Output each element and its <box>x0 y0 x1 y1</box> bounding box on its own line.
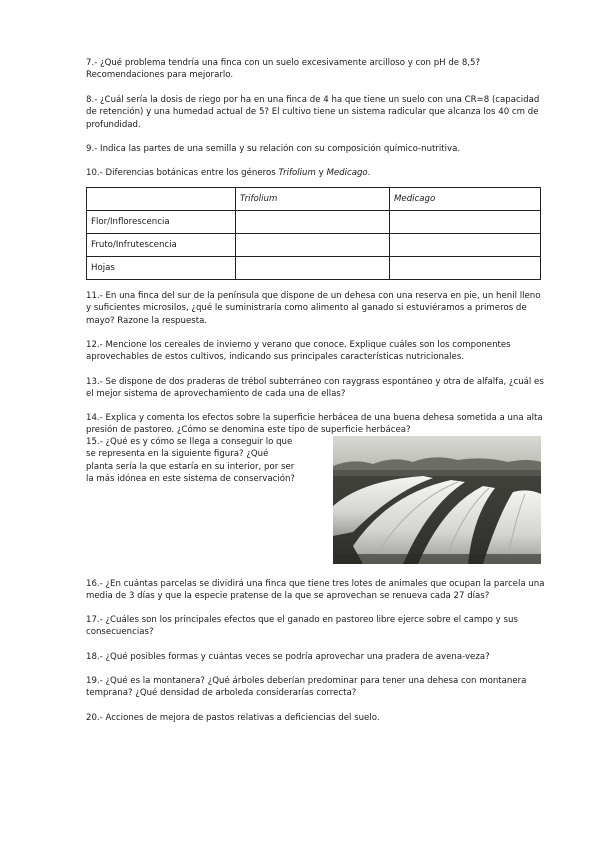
question-10-mid: y <box>315 168 327 178</box>
table-header-row <box>87 188 541 211</box>
question-18: 18.- ¿Qué posibles formas y cuántas veces se podría aprovechar una pradera de avena-veza? <box>86 652 490 662</box>
question-9: 9.- Indica las partes de una semilla y su relación con su composición químico-nutritiva. <box>86 144 461 154</box>
table-row <box>87 211 541 234</box>
table-row-label: Fruto/Infrutescencia <box>87 234 236 257</box>
question-7: 7.- ¿Qué problema tendría una finca con un suelo excesivamente arcilloso y con pH de 8,5? Recomendaciones para mejorarlo. <box>86 58 481 81</box>
table-row-label: Flor/Inflorescencia <box>87 211 236 234</box>
table-cell-trifolium[interactable] <box>236 257 390 280</box>
question-15: 15.- ¿Qué es y cómo se llega a conseguir lo que se representa en la siguiente figura? ¿Qué planta sería la que estaría en su interior, por ser la más idónea en este sistema de conservación? <box>86 437 295 485</box>
silage-tunnels-photo <box>333 436 541 564</box>
question-19: 19.- ¿Qué es la montanera? ¿Qué árboles deberían predominar para tener una dehesa con montanera temprana? ¿Qué densidad de arboleda considerarías correcta? <box>86 676 527 699</box>
question-10 <box>86 167 546 179</box>
table-header-empty <box>87 188 236 211</box>
question-13: 13.- Se dispone de dos praderas de trébol subterráneo con raygrass espontáneo y otra de alfalfa, ¿cuál es el mejor sistema de aprovechamiento de cada una de ellas? <box>86 377 544 400</box>
genus-medicago: Medicago <box>326 168 368 178</box>
table-cell-medicago[interactable] <box>390 234 541 257</box>
table-header-trifolium: Trifolium <box>236 188 390 211</box>
question-16: 16.- ¿En cuántas parcelas se dividirá una finca que tiene tres lotes de animales que ocupan la parcela una media de 3 días y que la especie pratense de la que se aprovechan se renueva cada 27 días? <box>86 579 545 602</box>
question-17: 17.- ¿Cuáles son los principales efectos que el ganado en pastoreo libre ejerce sobre el campo y sus consecuencias? <box>86 615 518 638</box>
table-row-label: Hojas <box>87 257 236 280</box>
question-8: 8.- ¿Cuál sería la dosis de riego por ha en una finca de 4 ha que tiene un suelo con una CR=8 (capacidad de retención) y una humedad actual de 5? El cultivo tiene un sistema radicular que alcanza los 40 cm de profundidad. <box>86 95 540 130</box>
table-header-medicago: Medicago <box>390 188 541 211</box>
table-cell-trifolium[interactable] <box>236 234 390 257</box>
table-row <box>87 234 541 257</box>
question-20: 20.- Acciones de mejora de pastos relativas a deficiencias del suelo. <box>86 713 380 723</box>
genus-trifolium: Trifolium <box>278 168 316 178</box>
question-11: 11.- En una finca del sur de la península que dispone de un dehesa con una reserva en pie, un henil lleno y suficientes microsilos, ¿qué le suministraría como alimento al ganado si estuviéramos a primeros de mayo? Razone la respuesta. <box>86 291 541 326</box>
botanical-differences-table <box>86 187 541 280</box>
question-10-suffix: . <box>367 168 371 178</box>
question-10-prefix: 10.- Diferencias botánicas entre los géneros <box>86 168 279 178</box>
table-cell-medicago[interactable] <box>390 257 541 280</box>
table-row <box>87 257 541 280</box>
table-cell-medicago[interactable] <box>390 211 541 234</box>
table-cell-trifolium[interactable] <box>236 211 390 234</box>
question-12: 12.- Mencione los cereales de invierno y verano que conoce. Explique cuáles son los componentes aprovechables de estos cultivos, indicando sus principales características nutricionales. <box>86 340 511 363</box>
question-14: 14.- Explica y comenta los efectos sobre la superficie herbácea de una buena dehesa sometida a una alta presión de pastoreo. ¿Cómo se denomina este tipo de superficie herbácea? <box>86 413 543 436</box>
